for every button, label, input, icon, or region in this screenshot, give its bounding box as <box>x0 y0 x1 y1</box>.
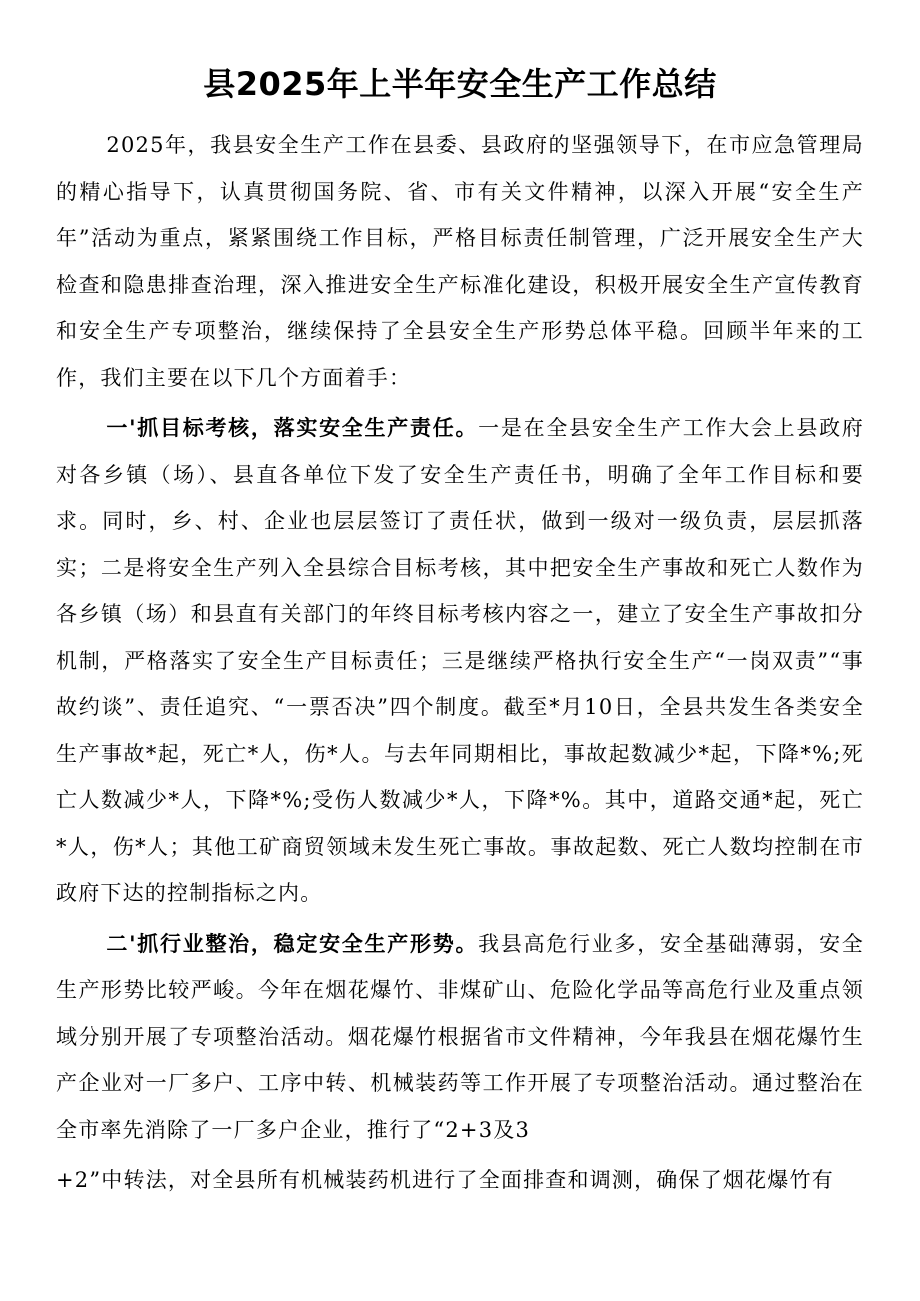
document-title: 县2025年上半年安全生产工作总结 <box>203 65 717 103</box>
intro-paragraph: 2025年，我县安全生产工作在县委、县政府的坚强领导下，在市应急管理局的精心指导下，认真贯彻国务院、省、市有关文件精神，以深入开展“安全生产年”活动为重点，紧紧围绕工作目标，严格目标责任制管理，广泛开展安全生产大检查和隐患排查治理，深入推进安全生产标准化建设，积极开展安全生产宣传教育和安全生产专项整治，继续保持了全县安全生产形势总体平稳。回顾半年来的工作，我们主要在以下几个方面着手： <box>56 133 864 390</box>
continued-paragraph: +2”中转法，对全县所有机械装药机进行了全面排查和调测，确保了烟花爆竹有 <box>56 1168 834 1192</box>
section-2-heading: 二'抓行业整治，稳定安全生产形势。 <box>106 931 479 956</box>
section-1-heading: 一'抓目标考核，落实安全生产责任。 <box>106 416 479 440</box>
section-2-paragraph <box>56 921 864 1154</box>
section-1-paragraph <box>56 405 864 917</box>
section-2-body: 我县高危行业多，安全基础薄弱，安全生产形势比较严峻。今年在烟花爆竹、非煤矿山、危险化学品等高危行业及重点领域分别开展了专项整治活动。烟花爆竹根据省市文件精神，今年我县在烟花爆竹生产企业对一厂多户、工序中转、机械装药等工作开展了专项整治活动。通过整治在全市率先消除了一厂多户企业，推行了“2+3及3 <box>56 931 864 1142</box>
section-1-body: 一是在全县安全生产工作大会上县政府对各乡镇（场）、县直各单位下发了安全生产责任书，明确了全年工作目标和要求。同时，乡、村、企业也层层签订了责任状，做到一级对一级负责，层层抓落实；二是将安全生产列入全县综合目标考核，其中把安全生产事故和死亡人数作为各乡镇（场）和县直有关部门的年终目标考核内容之一，建立了安全生产事故扣分机制，严格落实了安全生产目标责任；三是继续严格执行安全生产“一岗双责”“事故约谈”、责任追究、“一票否决”四个制度。截至*月10日，全县共发生各类安全生产事故*起，死亡*人，伤*人。与去年同期相比，事故起数减少*起，下降*%;死亡人数减少*人，下降*%;受伤人数减少*人，下降*%。其中，道路交通*起，死亡*人，伤*人；其他工矿商贸领域未发生死亡事故。事故起数、死亡人数均控制在市政府下达的控制指标之内。 <box>56 416 864 905</box>
